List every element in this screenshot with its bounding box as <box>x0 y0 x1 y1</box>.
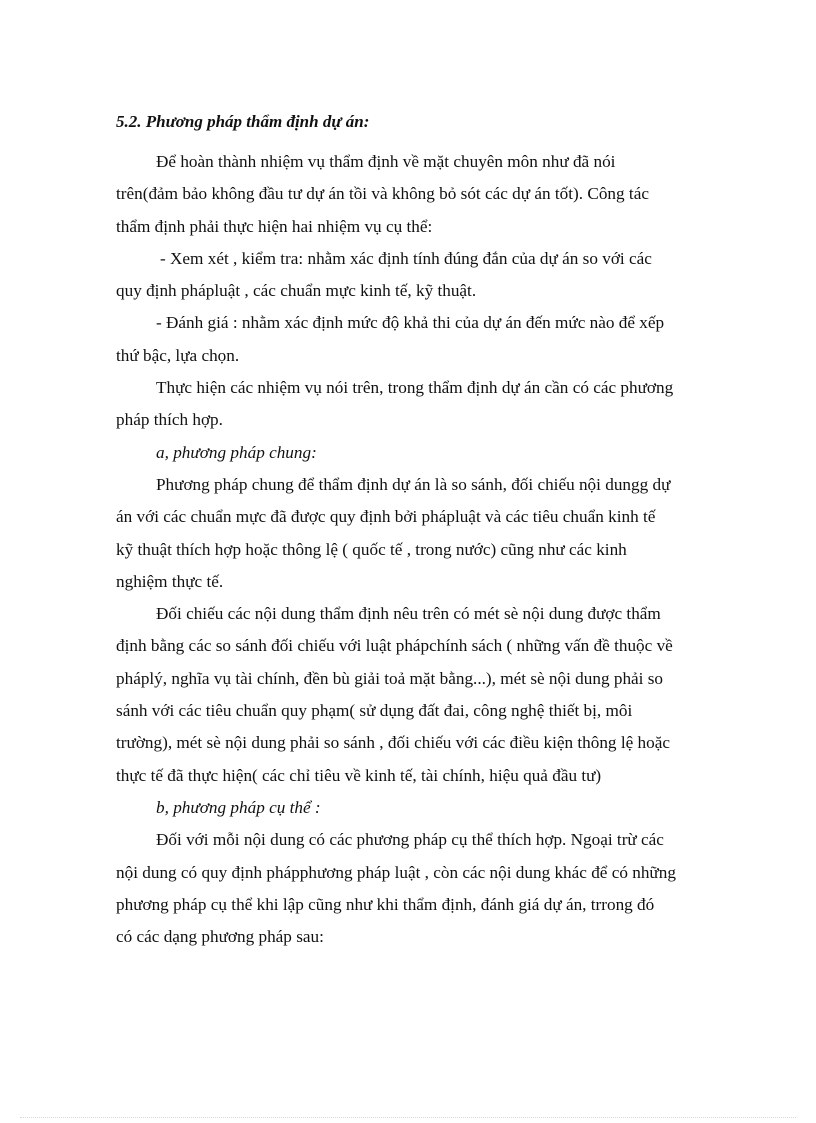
paragraph-line: nghiệm thực tế. <box>116 571 224 591</box>
paragraph-line: trên(đảm bảo không đầu tư dự án tồi và không bỏ sót các dự án tốt). Công tác <box>116 184 649 204</box>
paragraph-line: thực tế đã thực hiện( các chỉ tiêu về kinh tế, tài chính, hiệu quả đầu tư) <box>116 765 602 785</box>
paragraph-line: nội dung có quy định phápphương pháp luật , còn các nội dung khác để có những <box>116 862 676 882</box>
bullet-line: - Xem xét , kiểm tra: nhằm xác định tính đúng đắn của dự án so với các <box>160 248 652 268</box>
bullet-line: - Đánh giá : nhằm xác định mức độ khả thi của dự án đến mức nào để xếp <box>156 313 665 333</box>
paragraph-line: Để hoàn thành nhiệm vụ thẩm định về mặt chuyên môn như đã nói <box>156 152 616 171</box>
paragraph-line: sánh với các tiêu chuẩn quy phạm( sử dụng đất đai, công nghệ thiết bị, môi <box>116 701 633 721</box>
paragraph-line: có các dạng phương pháp sau: <box>116 927 324 947</box>
section-heading: 5.2. Phương pháp thẩm định dự án: <box>116 112 370 131</box>
paragraph-line: án với các chuẩn mực đã được quy định bởi phápluật và các tiêu chuẩn kinh tế <box>116 507 656 527</box>
paragraph-line: Thực hiện các nhiệm vụ nói trên, trong thẩm định dự án cần có các phương <box>156 378 674 398</box>
paragraph-line: quy định phápluật , các chuẩn mực kinh tế, kỹ thuật. <box>116 281 477 301</box>
paragraph-line: định bằng các so sánh đối chiếu với luật phápchính sách ( những vấn đề thuộc về <box>116 636 673 656</box>
paragraph-line: phương pháp cụ thể khi lập cũng như khi thẩm định, đánh giá dự án, trrong đó <box>116 894 655 914</box>
paragraph-line: Phương pháp chung để thẩm định dự án là so sánh, đối chiếu nội dungg dự <box>156 474 671 494</box>
subheading-specific-method: b, phương pháp cụ thể : <box>156 797 321 817</box>
paragraph-line: thẩm định phải thực hiện hai nhiệm vụ cụ thể: <box>116 216 433 236</box>
paragraph-line: Đối với mỗi nội dung có các phương pháp cụ thể thích hợp. Ngoại trừ các <box>156 830 664 850</box>
paragraph-line: thứ bậc, lựa chọn. <box>116 345 240 365</box>
paragraph-line: pháplý, nghĩa vụ tài chính, đền bù giải toả mặt bằng...), mét sè nội dung phải so <box>116 668 664 688</box>
paragraph-line: Đối chiếu các nội dung thẩm định nêu trên có mét sè nội dung được thẩm <box>156 604 661 624</box>
paragraph-line: trường), mét sè nội dung phải so sánh , đối chiếu với các điều kiện thông lệ hoặc <box>116 733 670 753</box>
body-text <box>116 146 736 953</box>
page-bottom-divider <box>20 1117 796 1118</box>
subheading-general-method: a, phương pháp chung: <box>156 442 317 462</box>
paragraph-line: kỹ thuật thích hợp hoặc thông lệ ( quốc tế , trong nước) cũng như các kinh <box>116 539 627 559</box>
paragraph-line: pháp thích hợp. <box>116 410 223 430</box>
